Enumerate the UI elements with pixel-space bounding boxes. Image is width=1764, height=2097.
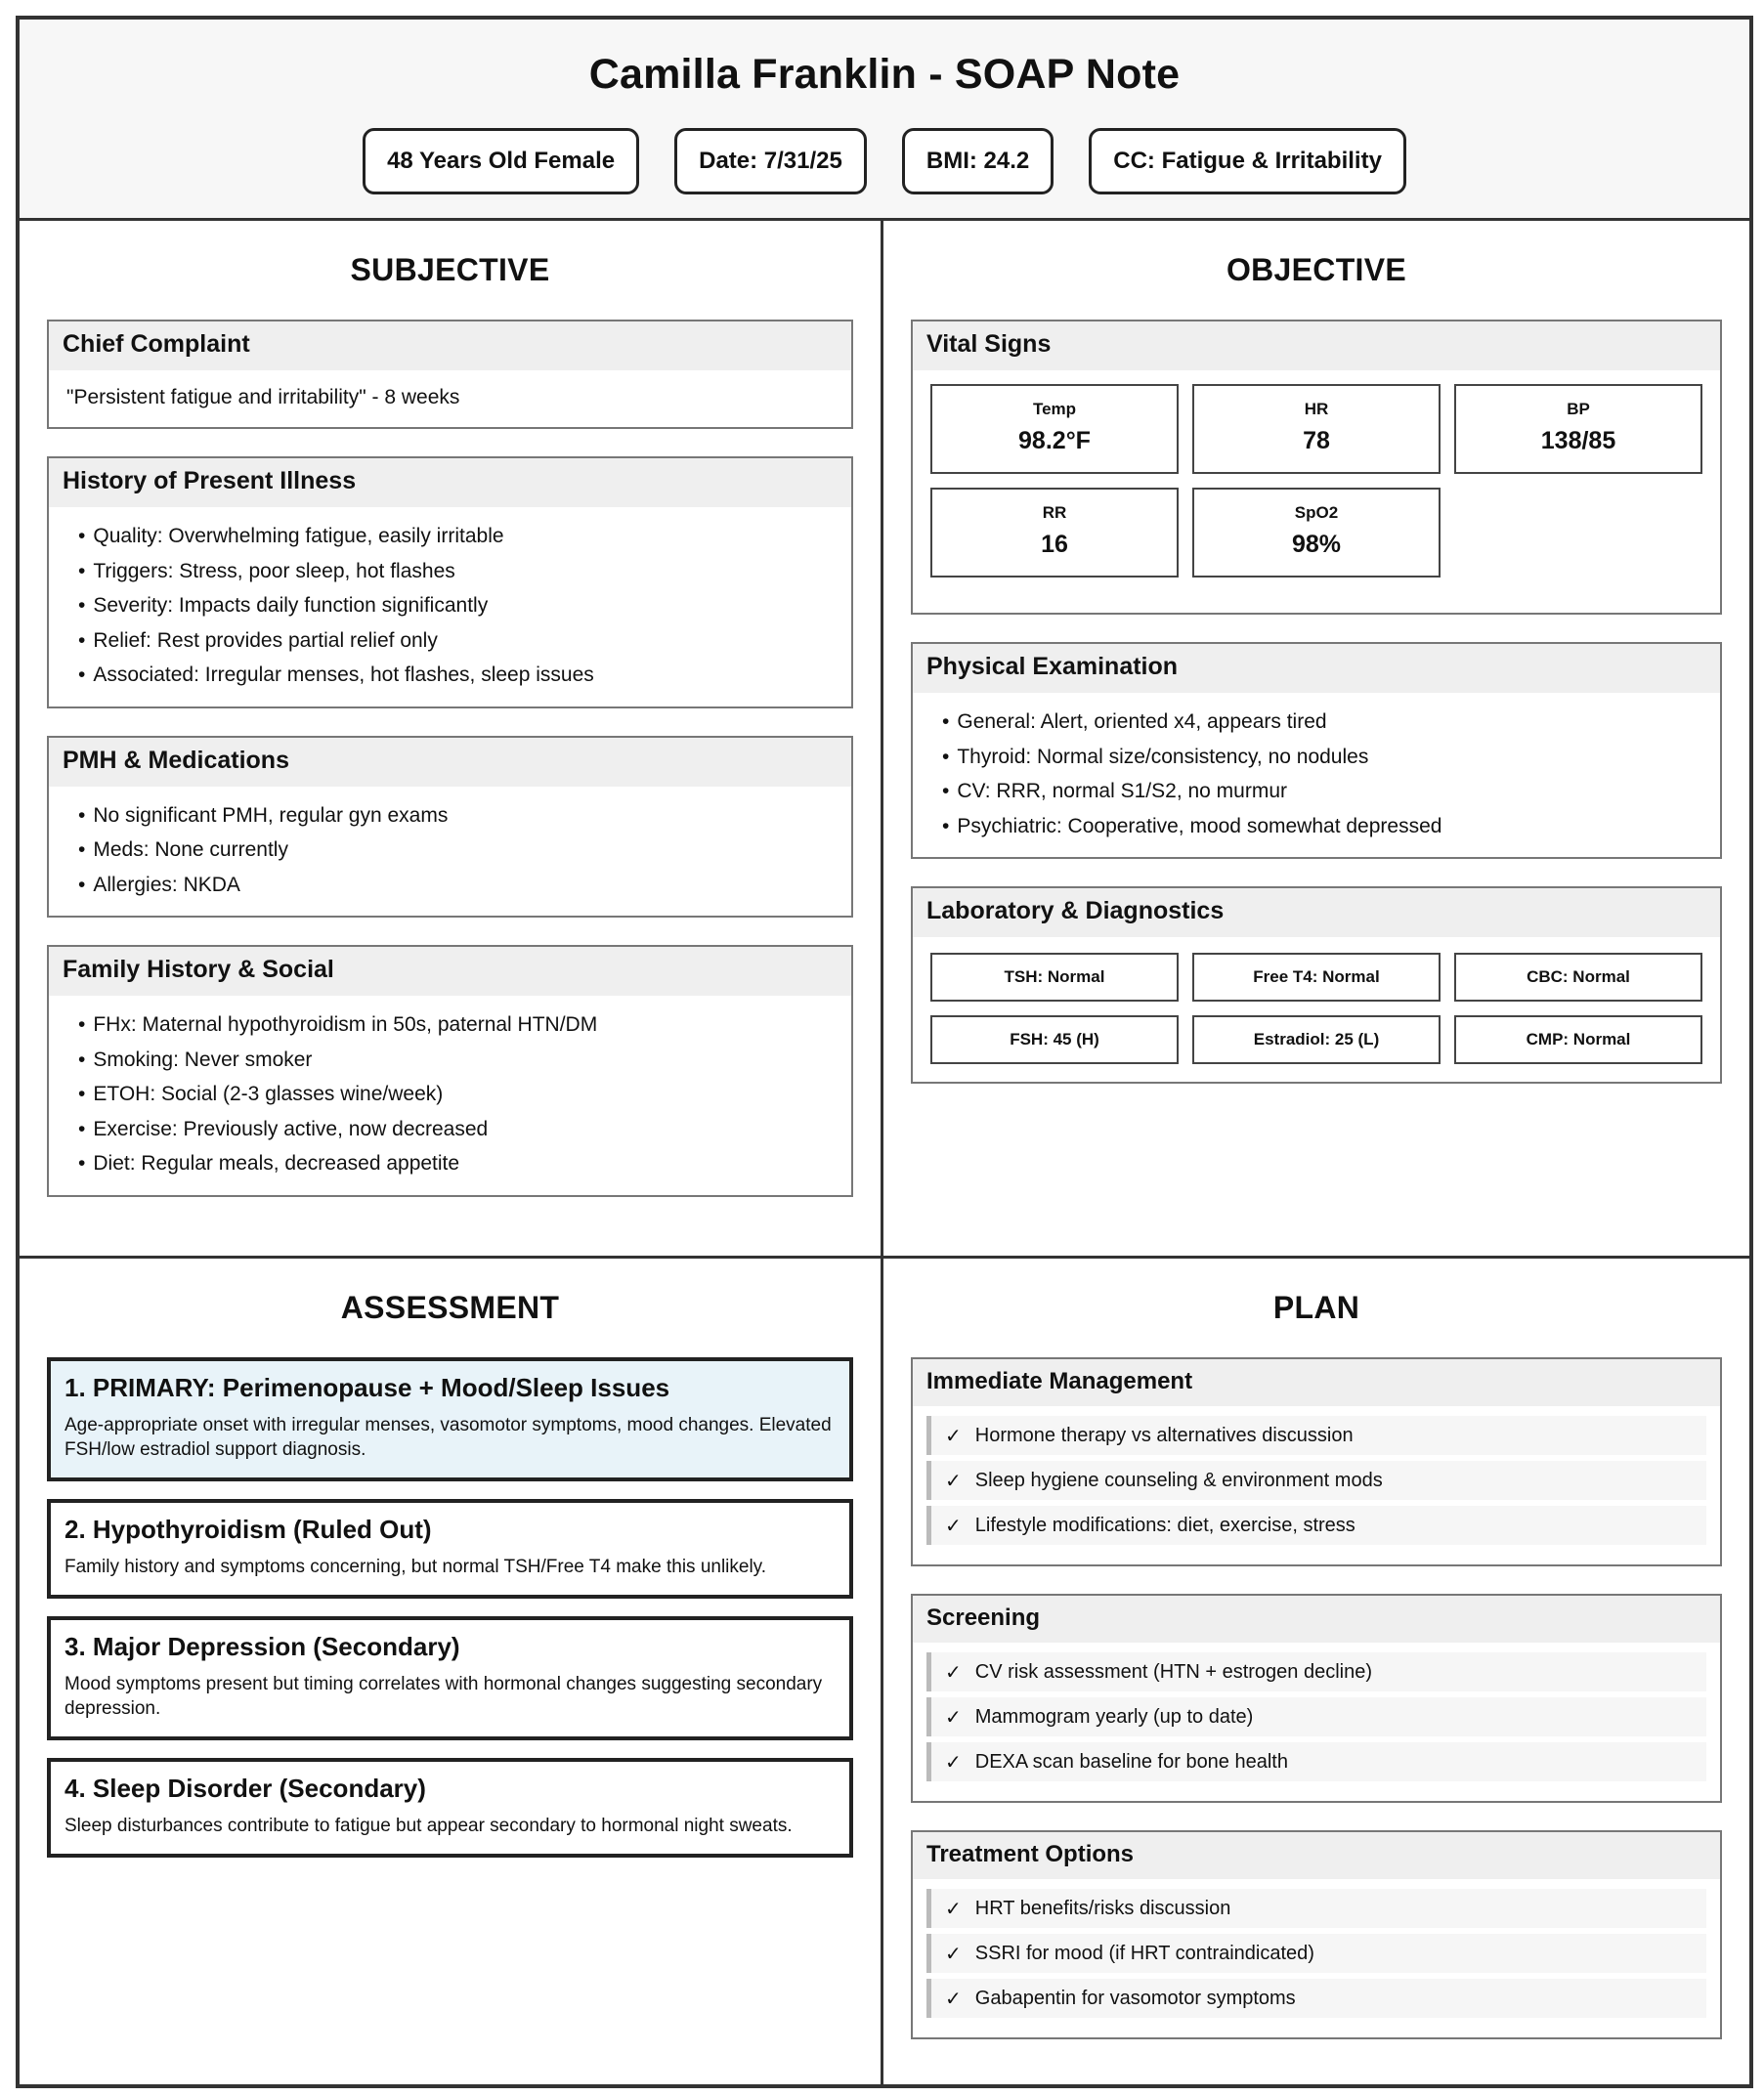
checkmark-icon: ✓ [945,1706,962,1729]
plan-item [926,1742,1706,1781]
plan-section [883,1259,1749,2084]
plan-item-text: Lifestyle modifications: diet, exercise, stress [974,1514,1355,1536]
immediate-management-box [911,1357,1722,1566]
lab-result: CBC: Normal [1454,953,1702,1002]
diagnosis-2 [47,1499,853,1599]
vital-hr [1192,384,1441,474]
list-item: • Psychiatric: Cooperative, mood somewhat depressed [942,809,1702,844]
plan-item [926,1506,1706,1545]
vital-value: 78 [1303,427,1330,454]
bmi-pill: BMI: 24.2 [902,128,1054,194]
treatment-options-box [911,1830,1722,2039]
plan-item-text: HRT benefits/risks discussion [974,1897,1231,1919]
list-item: • Quality: Overwhelming fatigue, easily irritable [78,519,834,554]
treatment-options-list [913,1879,1720,2037]
diagnosis-4 [47,1758,853,1858]
plan-item [926,1416,1706,1455]
vital-value: 98% [1291,531,1342,558]
diagnosis-description: Age-appropriate onset with irregular menses, vasomotor symptoms, mood changes. Elevated FSH/low estradiol support diagnosis. [65,1415,832,1460]
list-item: • Smoking: Never smoker [78,1043,834,1078]
subjective-section [20,221,883,1256]
lab-result: FSH: 45 (H) [930,1015,1179,1064]
assessment-heading: ASSESSMENT [340,1290,560,1325]
vital-signs-box [911,320,1722,615]
diagnosis-description: Mood symptoms present but timing correlates with hormonal changes suggesting secondary depression. [65,1674,823,1719]
pmh-box [47,736,853,919]
labs-box [911,886,1722,1084]
checkmark-icon: ✓ [945,1515,962,1537]
diagnosis-title: 1. PRIMARY: Perimenopause + Mood/Sleep Issues [65,1373,670,1402]
vital-signs-grid [913,370,1720,613]
soap-note-page [16,16,1753,2088]
checkmark-icon: ✓ [945,1425,962,1447]
checkmark-icon: ✓ [945,1988,962,2010]
pmh-list [49,787,851,917]
list-item: • General: Alert, oriented x4, appears tired [942,705,1702,740]
treatment-options-title: Treatment Options [913,1832,1720,1879]
assessment-section [20,1259,883,2084]
chief-complaint-pill: CC: Fatigue & Irritability [1089,128,1406,194]
physical-exam-list [913,693,1720,857]
diagnosis-3 [47,1616,853,1740]
diagnosis-title: 2. Hypothyroidism (Ruled Out) [65,1515,432,1544]
labs-grid [913,937,1720,1082]
list-item: • No significant PMH, regular gyn exams [78,798,834,834]
plan-item [926,1979,1706,2018]
list-item: • Associated: Irregular menses, hot flashes, sleep issues [78,658,834,693]
family-social-box [47,945,853,1197]
vital-spo2 [1192,488,1441,578]
vital-temp [930,384,1179,474]
list-item: • Meds: None currently [78,833,834,868]
vital-label: RR [1042,503,1067,522]
row-assessment-plan [20,1259,1749,2084]
diagnosis-description: Family history and symptoms concerning, but normal TSH/Free T4 make this unlikely. [65,1557,767,1577]
row-subjective-objective [20,221,1749,1259]
vital-label: SpO2 [1294,503,1339,522]
age-sex-pill: 48 Years Old Female [363,128,639,194]
plan-item-text: DEXA scan baseline for bone health [974,1750,1288,1773]
immediate-management-title: Immediate Management [913,1359,1720,1406]
list-item: • Severity: Impacts daily function significantly [78,588,834,623]
list-item: • CV: RRR, normal S1/S2, no murmur [942,774,1702,809]
plan-item-text: Mammogram yearly (up to date) [974,1705,1254,1728]
checkmark-icon: ✓ [945,1661,962,1684]
plan-item-text: Hormone therapy vs alternatives discussion [974,1424,1354,1446]
plan-item-text: Gabapentin for vasomotor symptoms [974,1987,1296,2009]
date-pill: Date: 7/31/25 [674,128,867,194]
diagnosis-title: 3. Major Depression (Secondary) [65,1632,460,1661]
hpi-list [49,507,851,706]
list-item: • Relief: Rest provides partial relief only [78,623,834,659]
plan-item-text: CV risk assessment (HTN + estrogen decline) [974,1660,1373,1683]
list-item: • Triggers: Stress, poor sleep, hot flashes [78,554,834,589]
list-item: • Thyroid: Normal size/consistency, no nodules [942,740,1702,775]
plan-item-text: Sleep hygiene counseling & environment mods [974,1469,1383,1491]
screening-list [913,1643,1720,1801]
plan-item [926,1697,1706,1736]
checkmark-icon: ✓ [945,1898,962,1920]
chief-complaint-title: Chief Complaint [49,321,851,370]
page-title: Camilla Franklin - SOAP Note [588,51,1181,98]
physical-exam-box [911,642,1722,859]
hpi-title: History of Present Illness [49,458,851,507]
diagnosis-primary [47,1357,853,1481]
list-item: • FHx: Maternal hypothyroidism in 50s, paternal HTN/DM [78,1007,834,1043]
plan-item [926,1652,1706,1691]
list-item: • Diet: Regular meals, decreased appetite [78,1146,834,1181]
list-item: • Exercise: Previously active, now decreased [78,1112,834,1147]
hpi-box [47,456,853,708]
plan-item-text: SSRI for mood (if HRT contraindicated) [974,1942,1314,1964]
chief-complaint-box [47,320,853,429]
family-social-list [49,996,851,1195]
header [20,20,1749,221]
subjective-heading: SUBJECTIVE [350,252,550,287]
objective-section [883,221,1749,1256]
vital-value: 16 [1041,531,1068,558]
lab-result: Free T4: Normal [1192,953,1441,1002]
list-item: • Allergies: NKDA [78,868,834,903]
vital-value: 138/85 [1540,427,1616,454]
plan-heading: PLAN [1272,1290,1360,1325]
physical-exam-title: Physical Examination [913,644,1720,693]
vital-label: HR [1304,400,1329,418]
vital-signs-title: Vital Signs [913,321,1720,370]
plan-item [926,1934,1706,1973]
objective-heading: OBJECTIVE [1226,252,1407,287]
lab-result: TSH: Normal [930,953,1179,1002]
family-social-title: Family History & Social [49,947,851,996]
lab-result: Estradiol: 25 (L) [1192,1015,1441,1064]
screening-title: Screening [913,1596,1720,1643]
vital-label: Temp [1032,400,1077,418]
diagnosis-description: Sleep disturbances contribute to fatigue but appear secondary to hormonal night sweats. [65,1816,793,1836]
list-item: • ETOH: Social (2-3 glasses wine/week) [78,1077,834,1112]
plan-item [926,1461,1706,1500]
immediate-management-list [913,1406,1720,1564]
chief-complaint-text: "Persistent fatigue and irritability" - 8 weeks [66,386,460,408]
vital-bp [1454,384,1702,474]
pmh-title: PMH & Medications [49,738,851,787]
checkmark-icon: ✓ [945,1751,962,1774]
plan-item [926,1889,1706,1928]
checkmark-icon: ✓ [945,1943,962,1965]
diagnosis-title: 4. Sleep Disorder (Secondary) [65,1774,426,1803]
checkmark-icon: ✓ [945,1470,962,1492]
lab-result: CMP: Normal [1454,1015,1702,1064]
vital-rr [930,488,1179,578]
vital-value: 98.2°F [1018,427,1091,454]
labs-title: Laboratory & Diagnostics [913,888,1720,937]
screening-box [911,1594,1722,1803]
patient-info-pills [20,128,1749,194]
vital-label: BP [1567,400,1590,418]
